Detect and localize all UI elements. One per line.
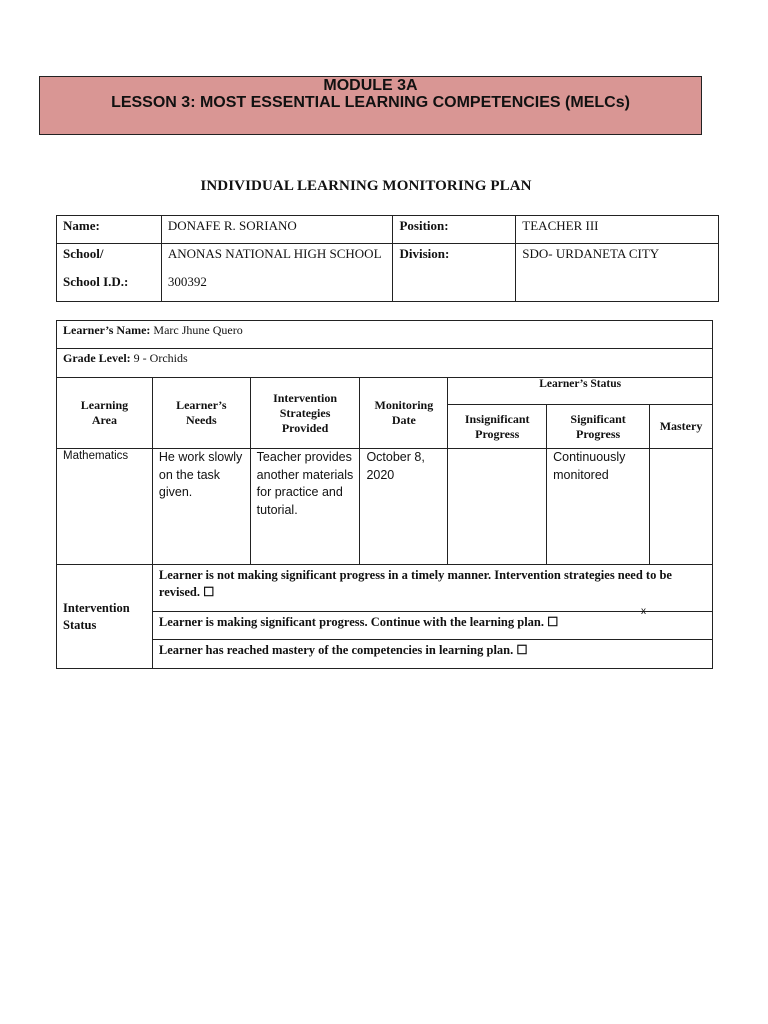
module-header — [39, 76, 702, 135]
status-option-not-significant: Learner is not making significant progress in a timely manner. Intervention strategies need to be revised. ☐ — [152, 565, 712, 612]
header-learners-status: Learner’s Status — [448, 378, 713, 405]
header-significant-progress: Significant Progress — [547, 405, 650, 449]
cell-learning-area: Mathematics — [57, 449, 153, 565]
cell-significant-progress: Continuously monitored — [547, 449, 650, 565]
learner-name-cell: Learner’s Name: Marc Jhune Quero — [57, 321, 713, 349]
position-label-cell: Position: — [393, 216, 516, 244]
cell-monitoring-date: October 8, 2020 — [360, 449, 448, 565]
header-insignificant-progress: Insignificant Progress — [448, 405, 547, 449]
cell-intervention-strategies: Teacher provides another materials for practice and tutorial. — [250, 449, 360, 565]
division-value: SDO- URDANETA CITY — [516, 244, 719, 302]
position-value: TEACHER III — [516, 216, 719, 244]
header-learner-needs: Learner’s Needs — [152, 378, 250, 449]
learning-plan-table — [56, 320, 713, 669]
header-learning-area: Learning Area — [57, 378, 153, 449]
name-label-cell: Name: — [57, 216, 162, 244]
school-value: ANONAS NATIONAL HIGH SCHOOL — [167, 246, 382, 261]
division-label-cell: Division: — [393, 244, 516, 302]
grade-level-cell: Grade Level: 9 - Orchids — [57, 349, 713, 378]
status-option-mastery: Learner has reached mastery of the competencies in learning plan. ☐ — [152, 640, 712, 669]
document-title: INDIVIDUAL LEARNING MONITORING PLAN — [200, 178, 532, 194]
cell-learner-needs: He work slowly on the task given. — [152, 449, 250, 565]
header-mastery: Mastery — [650, 405, 713, 449]
grade-level-value: 9 - Orchids — [133, 351, 188, 365]
school-value-cell — [161, 244, 393, 302]
header-monitoring-date: Monitoring Date — [360, 378, 448, 449]
module-title: MODULE 3A — [323, 77, 418, 94]
school-id-value: 300392 — [167, 274, 207, 289]
name-value: DONAFE R. SORIANO — [161, 216, 393, 244]
school-label-cell: School/ School I.D.: — [57, 244, 162, 302]
check-mark-x: x — [641, 606, 646, 617]
intervention-status-label: Intervention Status — [57, 565, 153, 669]
header-intervention-strategies: Intervention Strategies Provided — [250, 378, 360, 449]
teacher-info-table — [56, 215, 719, 302]
status-option-significant: Learner is making significant progress. Continue with the learning plan. ☐ — [152, 612, 712, 640]
learner-name-value: Marc Jhune Quero — [153, 323, 243, 337]
cell-insignificant-progress — [448, 449, 547, 565]
cell-mastery — [650, 449, 713, 565]
lesson-title: LESSON 3: MOST ESSENTIAL LEARNING COMPETENCIES (MELCs) — [111, 94, 630, 111]
